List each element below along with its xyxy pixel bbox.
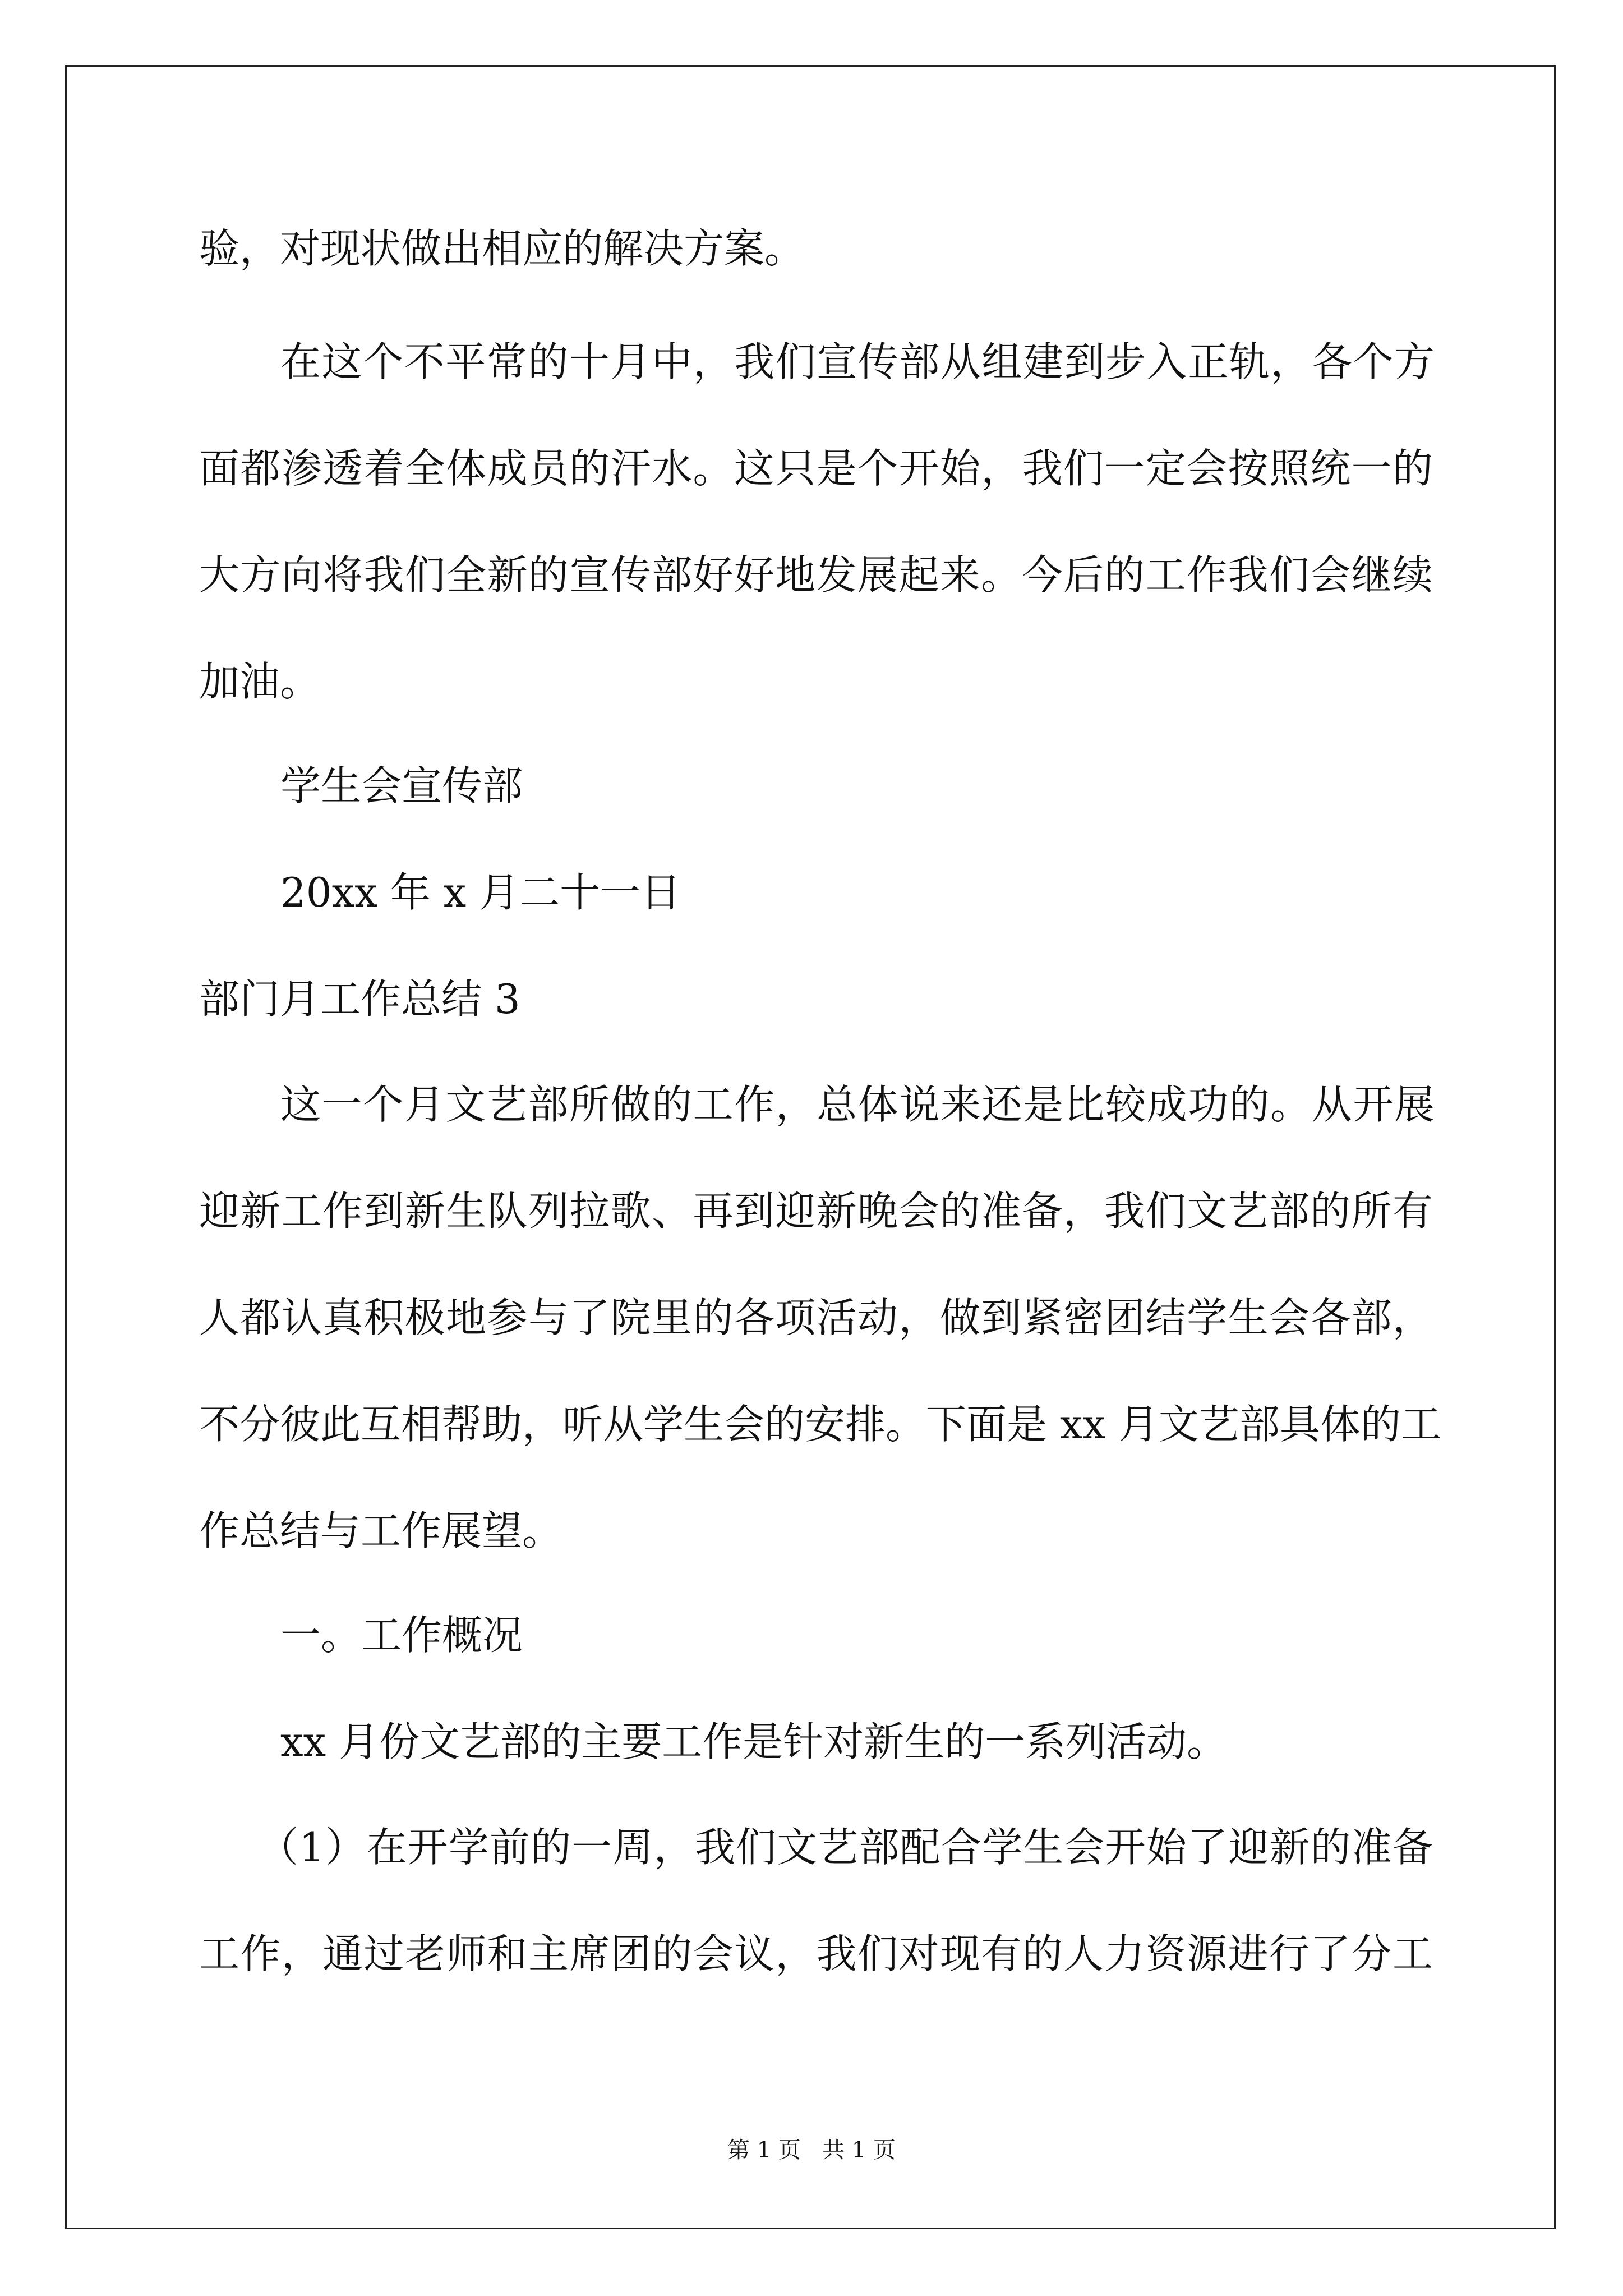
paragraph-line: 不分彼此互相帮助，听从学生会的安排。下面是 xx 月文艺部具体的工 [199,1401,1441,1448]
paragraph-line: 面都渗透着全体成员的汗水。这只是个开始，我们一定会按照统一的 [199,445,1433,492]
paragraph-line: xx 月份文艺部的主要工作是针对新生的一系列活动。 [280,1718,1228,1765]
paragraph-line: 加油。 [199,658,321,705]
paragraph-line: 这一个月文艺部所做的工作，总体说来还是比较成功的。从开展 [280,1081,1435,1128]
section-heading: 部门月工作总结 3 [199,976,520,1023]
paragraph-line: （1）在开学前的一周，我们文艺部配合学生会开始了迎新的准备 [258,1824,1433,1871]
paragraph-line: 大方向将我们全新的宣传部好好地发展起来。今后的工作我们会继续 [199,551,1433,599]
text-line: 验，对现状做出相应的解决方案。 [199,225,805,272]
page-border [65,65,1556,2229]
paragraph-line: 作总结与工作展望。 [199,1507,563,1554]
signature-date: 20xx 年 x 月二十一日 [280,869,681,916]
page-footer: 第 1 页 共 1 页 [727,2137,896,2163]
paragraph-line: 在这个不平常的十月中，我们宣传部从组建到步入正轨，各个方 [280,338,1435,385]
subsection-heading: 一。工作概况 [280,1612,523,1659]
signature-department: 学生会宣传部 [280,762,523,809]
paragraph-line: 迎新工作到新生队列拉歌、再到迎新晚会的准备，我们文艺部的所有 [199,1188,1433,1235]
paragraph-line: 人都认真积极地参与了院里的各项活动，做到紧密团结学生会各部， [199,1294,1433,1341]
paragraph-line: 工作，通过老师和主席团的会议，我们对现有的人力资源进行了分工 [199,1930,1433,1977]
